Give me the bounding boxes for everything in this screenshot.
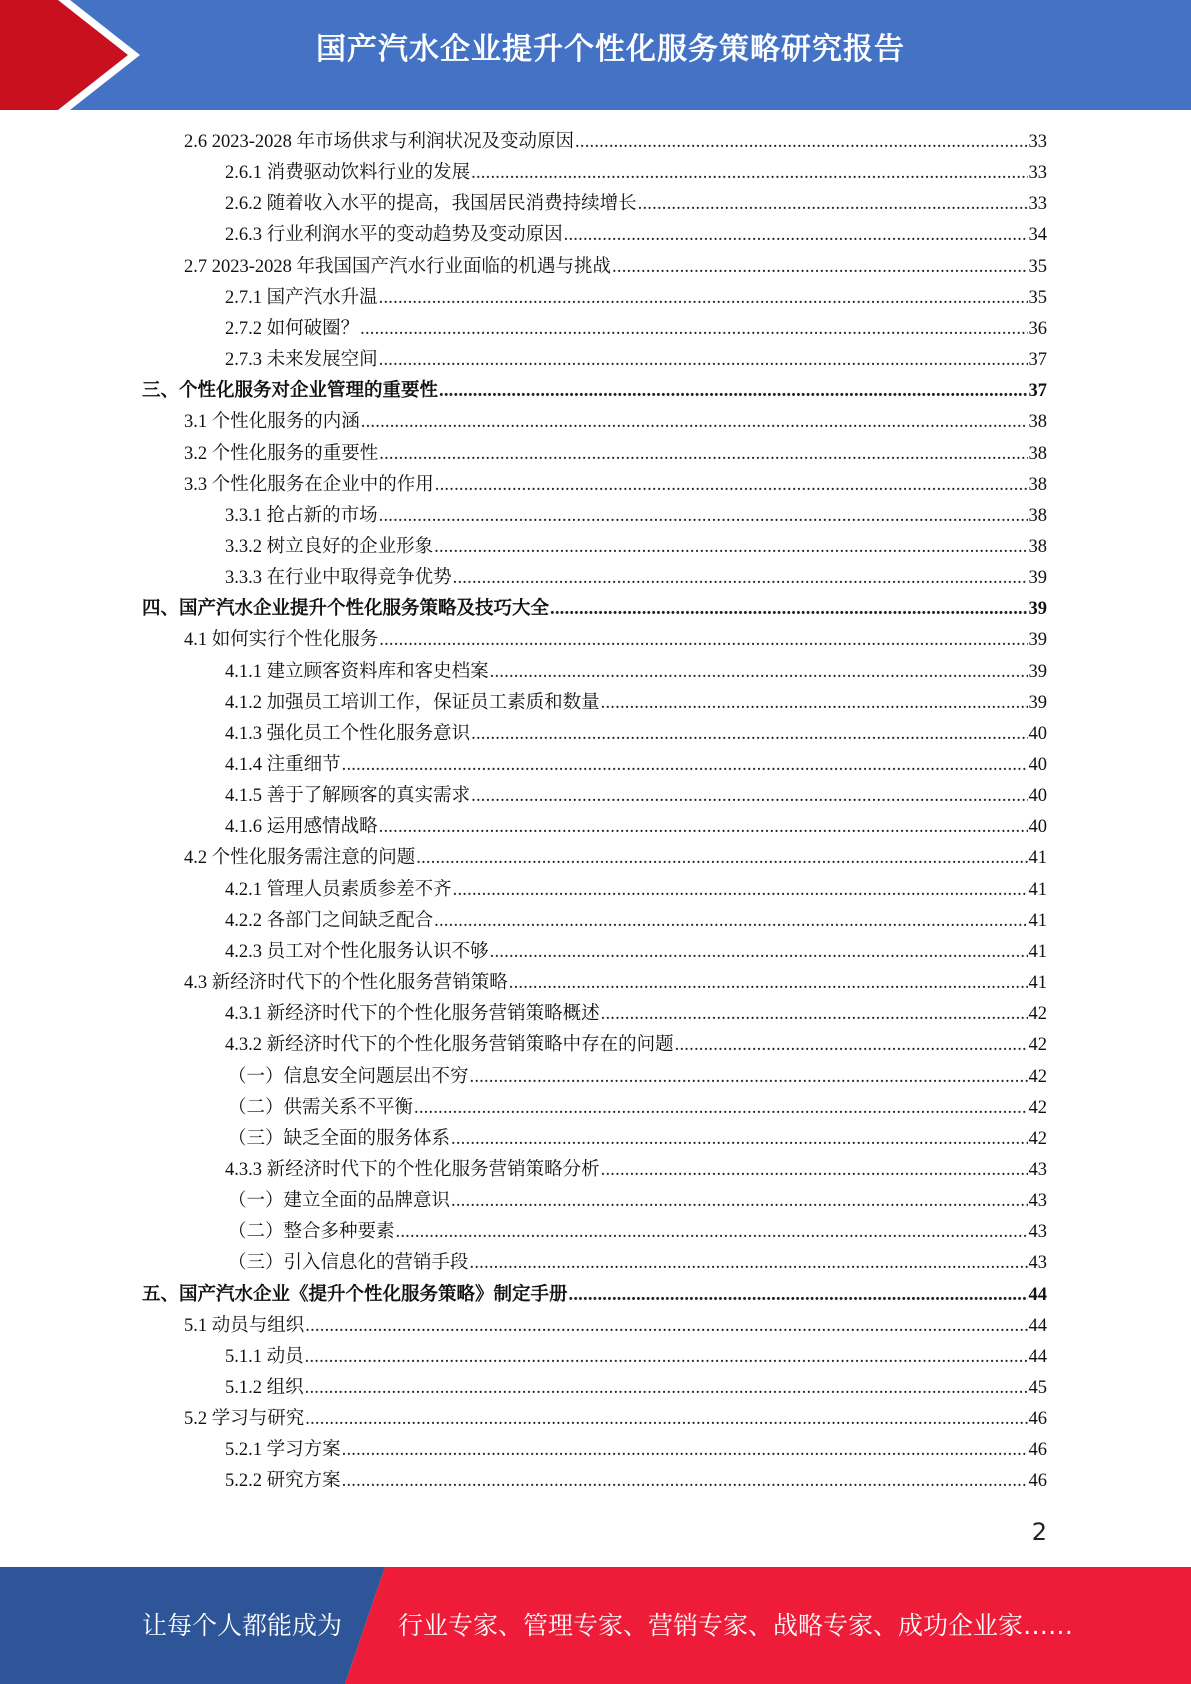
toc-dot-leader <box>360 314 1027 345</box>
toc-entry-label: 4.1.4 注重细节 <box>225 755 341 775</box>
toc-entry-label: 4.3.2 新经济时代下的个性化服务营销策略中存在的问题 <box>225 1035 674 1056</box>
toc-dot-leader <box>451 1186 1027 1217</box>
toc-entry-label: 4.3.3 新经济时代下的个性化服务营销策略分析 <box>225 1159 600 1180</box>
toc-entry-label: 5.1.1 动员 <box>225 1346 304 1367</box>
toc-entry-label: 2.7.2 如何破圈？ <box>225 318 360 339</box>
toc-entry[interactable] <box>225 875 1047 906</box>
toc-entry[interactable] <box>142 376 1047 407</box>
toc-entry[interactable] <box>225 1466 1047 1497</box>
toc-entry[interactable] <box>225 345 1047 376</box>
toc-entry-page: 39 <box>1028 661 1047 682</box>
toc-entry-page: 43 <box>1028 1159 1047 1180</box>
toc-entry[interactable] <box>184 470 1047 501</box>
toc-entry-label: 4.3 新经济时代下的个性化服务营销策略 <box>184 973 508 994</box>
toc-entry-label: 2.6.1 消费驱动饮料行业的发展 <box>225 163 471 184</box>
toc-entry[interactable] <box>225 158 1047 189</box>
toc-entry[interactable] <box>225 750 1047 781</box>
toc-entry[interactable] <box>225 937 1047 968</box>
toc-entry-page: 40 <box>1028 786 1047 807</box>
toc-dot-leader <box>509 968 1028 999</box>
toc-entry[interactable] <box>225 1342 1047 1373</box>
toc-entry[interactable] <box>184 439 1047 470</box>
toc-dot-leader <box>675 1030 1028 1061</box>
toc-entry-page: 37 <box>1028 381 1047 402</box>
toc-dot-leader <box>471 158 1027 189</box>
toc-dot-leader <box>361 407 1028 438</box>
toc-entry[interactable] <box>228 1062 1047 1093</box>
toc-entry-page: 41 <box>1028 879 1047 900</box>
toc-entry-page: 38 <box>1028 505 1047 526</box>
toc-entry[interactable] <box>225 1373 1047 1404</box>
toc-entry[interactable] <box>228 1093 1047 1124</box>
toc-entry[interactable] <box>225 812 1047 843</box>
toc-dot-leader <box>305 1404 1027 1435</box>
toc-dot-leader <box>305 1373 1028 1404</box>
toc-entry-label: 5.2 学习与研究 <box>184 1409 305 1430</box>
toc-entry[interactable] <box>228 1124 1047 1155</box>
toc-dot-leader <box>471 719 1027 750</box>
toc-entry-page: 44 <box>1028 1315 1047 1336</box>
toc-entry[interactable] <box>225 220 1047 251</box>
toc-entry-page: 40 <box>1028 723 1047 744</box>
toc-dot-leader <box>453 563 1028 594</box>
toc-entry-page: 44 <box>1028 1346 1047 1367</box>
toc-dot-leader <box>379 625 1027 656</box>
toc-entry-page: 33 <box>1028 132 1047 152</box>
toc-dot-leader <box>453 875 1028 906</box>
footer-slogan-left: 让每个人都能成为 <box>142 1611 343 1640</box>
toc-entry-page: 36 <box>1028 318 1047 339</box>
toc-entry-label: 4.2 个性化服务需注意的问题 <box>184 848 416 869</box>
toc-entry-label: 2.6.3 行业利润水平的变动趋势及变动原因 <box>225 225 563 246</box>
toc-entry-page: 43 <box>1028 1191 1047 1212</box>
toc-entry[interactable] <box>225 501 1047 532</box>
toc-dot-leader <box>612 252 1027 283</box>
toc-entry-label: 4.1.2 加强员工培训工作，保证员工素质和数量 <box>225 692 600 713</box>
toc-dot-leader <box>490 937 1028 968</box>
toc-entry[interactable] <box>184 1404 1047 1435</box>
toc-entry-label: 4.1.3 强化员工个性化服务意识 <box>225 723 471 744</box>
toc-dot-leader <box>434 906 1027 937</box>
toc-entry-page: 42 <box>1028 1035 1047 1056</box>
toc-dot-leader <box>638 189 1028 220</box>
toc-entry-page: 39 <box>1028 692 1047 713</box>
toc-entry-label: （二）供需关系不平衡 <box>228 1097 414 1118</box>
toc-entry-page: 41 <box>1028 973 1047 994</box>
toc-entry-label: 3.3.3 在行业中取得竞争优势 <box>225 568 452 589</box>
toc-entry[interactable] <box>184 407 1047 438</box>
toc-dot-leader <box>379 345 1028 376</box>
toc-entry-label: 五、国产汽水企业《提升个性化服务策略》制定手册 <box>142 1284 568 1305</box>
toc-entry-label: 4.1 如何实行个性化服务 <box>184 630 379 651</box>
toc-entry-label: 2.7.1 国产汽水升温 <box>225 287 378 308</box>
toc-entry[interactable] <box>225 781 1047 812</box>
toc-entry-label: 2.6.2 随着收入水平的提高，我国居民消费持续增长 <box>225 194 637 215</box>
toc-entry[interactable] <box>184 127 1047 158</box>
toc-entry[interactable] <box>225 532 1047 563</box>
toc-dot-leader <box>434 532 1027 563</box>
toc-entry-label: 4.1.5 善于了解顾客的真实需求 <box>225 786 471 807</box>
toc-entry[interactable] <box>184 843 1047 874</box>
toc-entry-label: 5.2.2 研究方案 <box>225 1471 341 1492</box>
toc-entry-label: 4.1.1 建立顾客资料库和客史档案 <box>225 661 489 682</box>
toc-dot-leader <box>416 843 1027 874</box>
toc-entry-label: 5.2.1 学习方案 <box>225 1440 341 1461</box>
toc-entry[interactable] <box>184 625 1047 656</box>
toc-entry[interactable] <box>225 1435 1047 1466</box>
toc-entry-label: 四、国产汽水企业提升个性化服务策略及技巧大全 <box>142 599 550 620</box>
toc-entry-label: 2.7.3 未来发展空间 <box>225 350 378 371</box>
toc-dot-leader <box>396 1217 1028 1248</box>
toc-dot-leader <box>379 439 1027 470</box>
toc-dot-leader <box>601 1155 1028 1186</box>
toc-entry[interactable] <box>228 1217 1047 1248</box>
toc-entry-page: 37 <box>1028 350 1047 371</box>
toc-entry-page: 42 <box>1028 1066 1047 1087</box>
toc-entry[interactable] <box>142 594 1047 625</box>
toc-dot-leader <box>564 220 1028 251</box>
toc-entry[interactable] <box>184 252 1047 283</box>
report-title: 国产汽水企业提升个性化服务策略研究报告 <box>316 32 905 67</box>
toc-entry-page: 41 <box>1028 848 1047 869</box>
toc-entry-label: 3.1 个性化服务的内涵 <box>184 412 360 433</box>
toc-dot-leader <box>601 999 1028 1030</box>
toc-entry-label: 4.2.3 员工对个性化服务认识不够 <box>225 941 489 962</box>
toc-entry-label: （三）缺乏全面的服务体系 <box>228 1128 451 1149</box>
toc-dot-leader <box>414 1093 1027 1124</box>
toc-dot-leader <box>342 1466 1028 1497</box>
toc-entry-page: 46 <box>1028 1440 1047 1461</box>
toc-entry[interactable] <box>225 563 1047 594</box>
toc-entry-label: 5.1.2 组织 <box>225 1378 304 1398</box>
footer-slogan-right: 行业专家、管理专家、营销专家、战略专家、成功企业家…… <box>398 1611 1074 1640</box>
toc-entry-label: 4.2.1 管理人员素质参差不齐 <box>225 879 452 900</box>
toc-entry-page: 46 <box>1028 1471 1047 1492</box>
toc-entry-label: （一）信息安全问题层出不穷 <box>228 1066 469 1087</box>
toc-entry-page: 42 <box>1028 1097 1047 1118</box>
toc-dot-leader <box>305 1311 1027 1342</box>
toc-entry-page: 33 <box>1028 163 1047 184</box>
toc-entry[interactable] <box>225 283 1047 314</box>
toc-entry-page: 38 <box>1028 412 1047 433</box>
toc-dot-leader <box>342 1435 1028 1466</box>
toc-entry-label: 3.2 个性化服务的重要性 <box>184 443 379 464</box>
toc-entry-page: 39 <box>1028 599 1047 620</box>
toc-entry[interactable] <box>184 1311 1047 1342</box>
toc-entry-label: （一）建立全面的品牌意识 <box>228 1191 451 1212</box>
page-footer <box>0 1567 1191 1684</box>
toc-entry[interactable] <box>225 314 1047 345</box>
toc-dot-leader <box>471 781 1027 812</box>
toc-entry-page: 41 <box>1028 910 1047 931</box>
toc-dot-leader <box>342 750 1028 781</box>
toc-entry-page: 33 <box>1028 194 1047 215</box>
toc-entry-label: （三）引入信息化的营销手段 <box>228 1253 469 1274</box>
toc-dot-leader <box>379 812 1028 843</box>
toc-entry-page: 39 <box>1028 568 1047 589</box>
toc-entry-page: 38 <box>1028 443 1047 464</box>
toc-entry-page: 35 <box>1028 256 1047 277</box>
toc-entry-page: 43 <box>1028 1253 1047 1274</box>
toc-entry-page: 41 <box>1028 941 1047 962</box>
toc-dot-leader <box>490 657 1028 688</box>
toc-dot-leader <box>550 594 1027 625</box>
toc-entry-page: 45 <box>1028 1378 1047 1398</box>
toc-entry-page: 40 <box>1028 755 1047 775</box>
toc-dot-leader <box>435 470 1028 501</box>
toc-entry-label: 2.6 2023-2028 年市场供求与利润状况及变动原因 <box>184 132 575 152</box>
toc-entry-label: 3.3 个性化服务在企业中的作用 <box>184 474 434 495</box>
toc-entry[interactable] <box>228 1186 1047 1217</box>
toc-dot-leader <box>305 1342 1028 1373</box>
toc-dot-leader <box>451 1124 1027 1155</box>
toc-dot-leader <box>379 283 1028 314</box>
toc-entry-page: 40 <box>1028 817 1047 838</box>
toc-entry-page: 38 <box>1028 474 1047 495</box>
toc-entry-label: 4.2.2 各部门之间缺乏配合 <box>225 910 434 931</box>
toc-entry[interactable] <box>225 189 1047 220</box>
toc-entry-label: 3.3.2 树立良好的企业形象 <box>225 536 434 557</box>
toc-entry-page: 42 <box>1028 1004 1047 1025</box>
toc-dot-leader <box>601 688 1028 719</box>
toc-entry-label: 4.1.6 运用感情战略 <box>225 817 378 838</box>
toc-dot-leader <box>470 1062 1028 1093</box>
toc-dot-leader <box>470 1248 1028 1279</box>
toc-entry[interactable] <box>184 968 1047 999</box>
page-header <box>0 0 1191 110</box>
toc-entry[interactable] <box>225 657 1047 688</box>
toc-entry-page: 35 <box>1028 287 1047 308</box>
toc-entry-label: 3.3.1 抢占新的市场 <box>225 505 378 526</box>
toc-dot-leader <box>379 501 1028 532</box>
toc-entry-label: 三、个性化服务对企业管理的重要性 <box>142 381 439 402</box>
toc-dot-leader <box>569 1280 1028 1311</box>
toc-entry[interactable] <box>142 1280 1047 1311</box>
toc-entry[interactable] <box>225 1155 1047 1186</box>
toc-entry-label: 4.3.1 新经济时代下的个性化服务营销策略概述 <box>225 1004 600 1025</box>
toc-entry[interactable] <box>225 999 1047 1030</box>
toc-entry-page: 38 <box>1028 536 1047 557</box>
toc-entry-label: 2.7 2023-2028 年我国国产汽水行业面临的机遇与挑战 <box>184 256 612 277</box>
toc-entry[interactable] <box>225 688 1047 719</box>
toc-entry-page: 34 <box>1028 225 1047 246</box>
toc-dot-leader <box>575 127 1027 158</box>
toc-entry-page: 46 <box>1028 1409 1047 1430</box>
toc-entry-page: 39 <box>1028 630 1047 651</box>
toc-entry[interactable] <box>225 906 1047 937</box>
toc-entry-label: （二）整合多种要素 <box>228 1222 395 1243</box>
toc-entry[interactable] <box>225 1030 1047 1061</box>
toc-entry-page: 44 <box>1028 1284 1047 1305</box>
toc-dot-leader <box>439 376 1027 407</box>
toc-entry-page: 43 <box>1028 1222 1047 1243</box>
toc-entry-label: 5.1 动员与组织 <box>184 1315 305 1336</box>
page-number: 2 <box>1031 1518 1047 1546</box>
toc-entry[interactable] <box>225 719 1047 750</box>
toc-entry-page: 42 <box>1028 1128 1047 1149</box>
toc-entry[interactable] <box>228 1248 1047 1279</box>
